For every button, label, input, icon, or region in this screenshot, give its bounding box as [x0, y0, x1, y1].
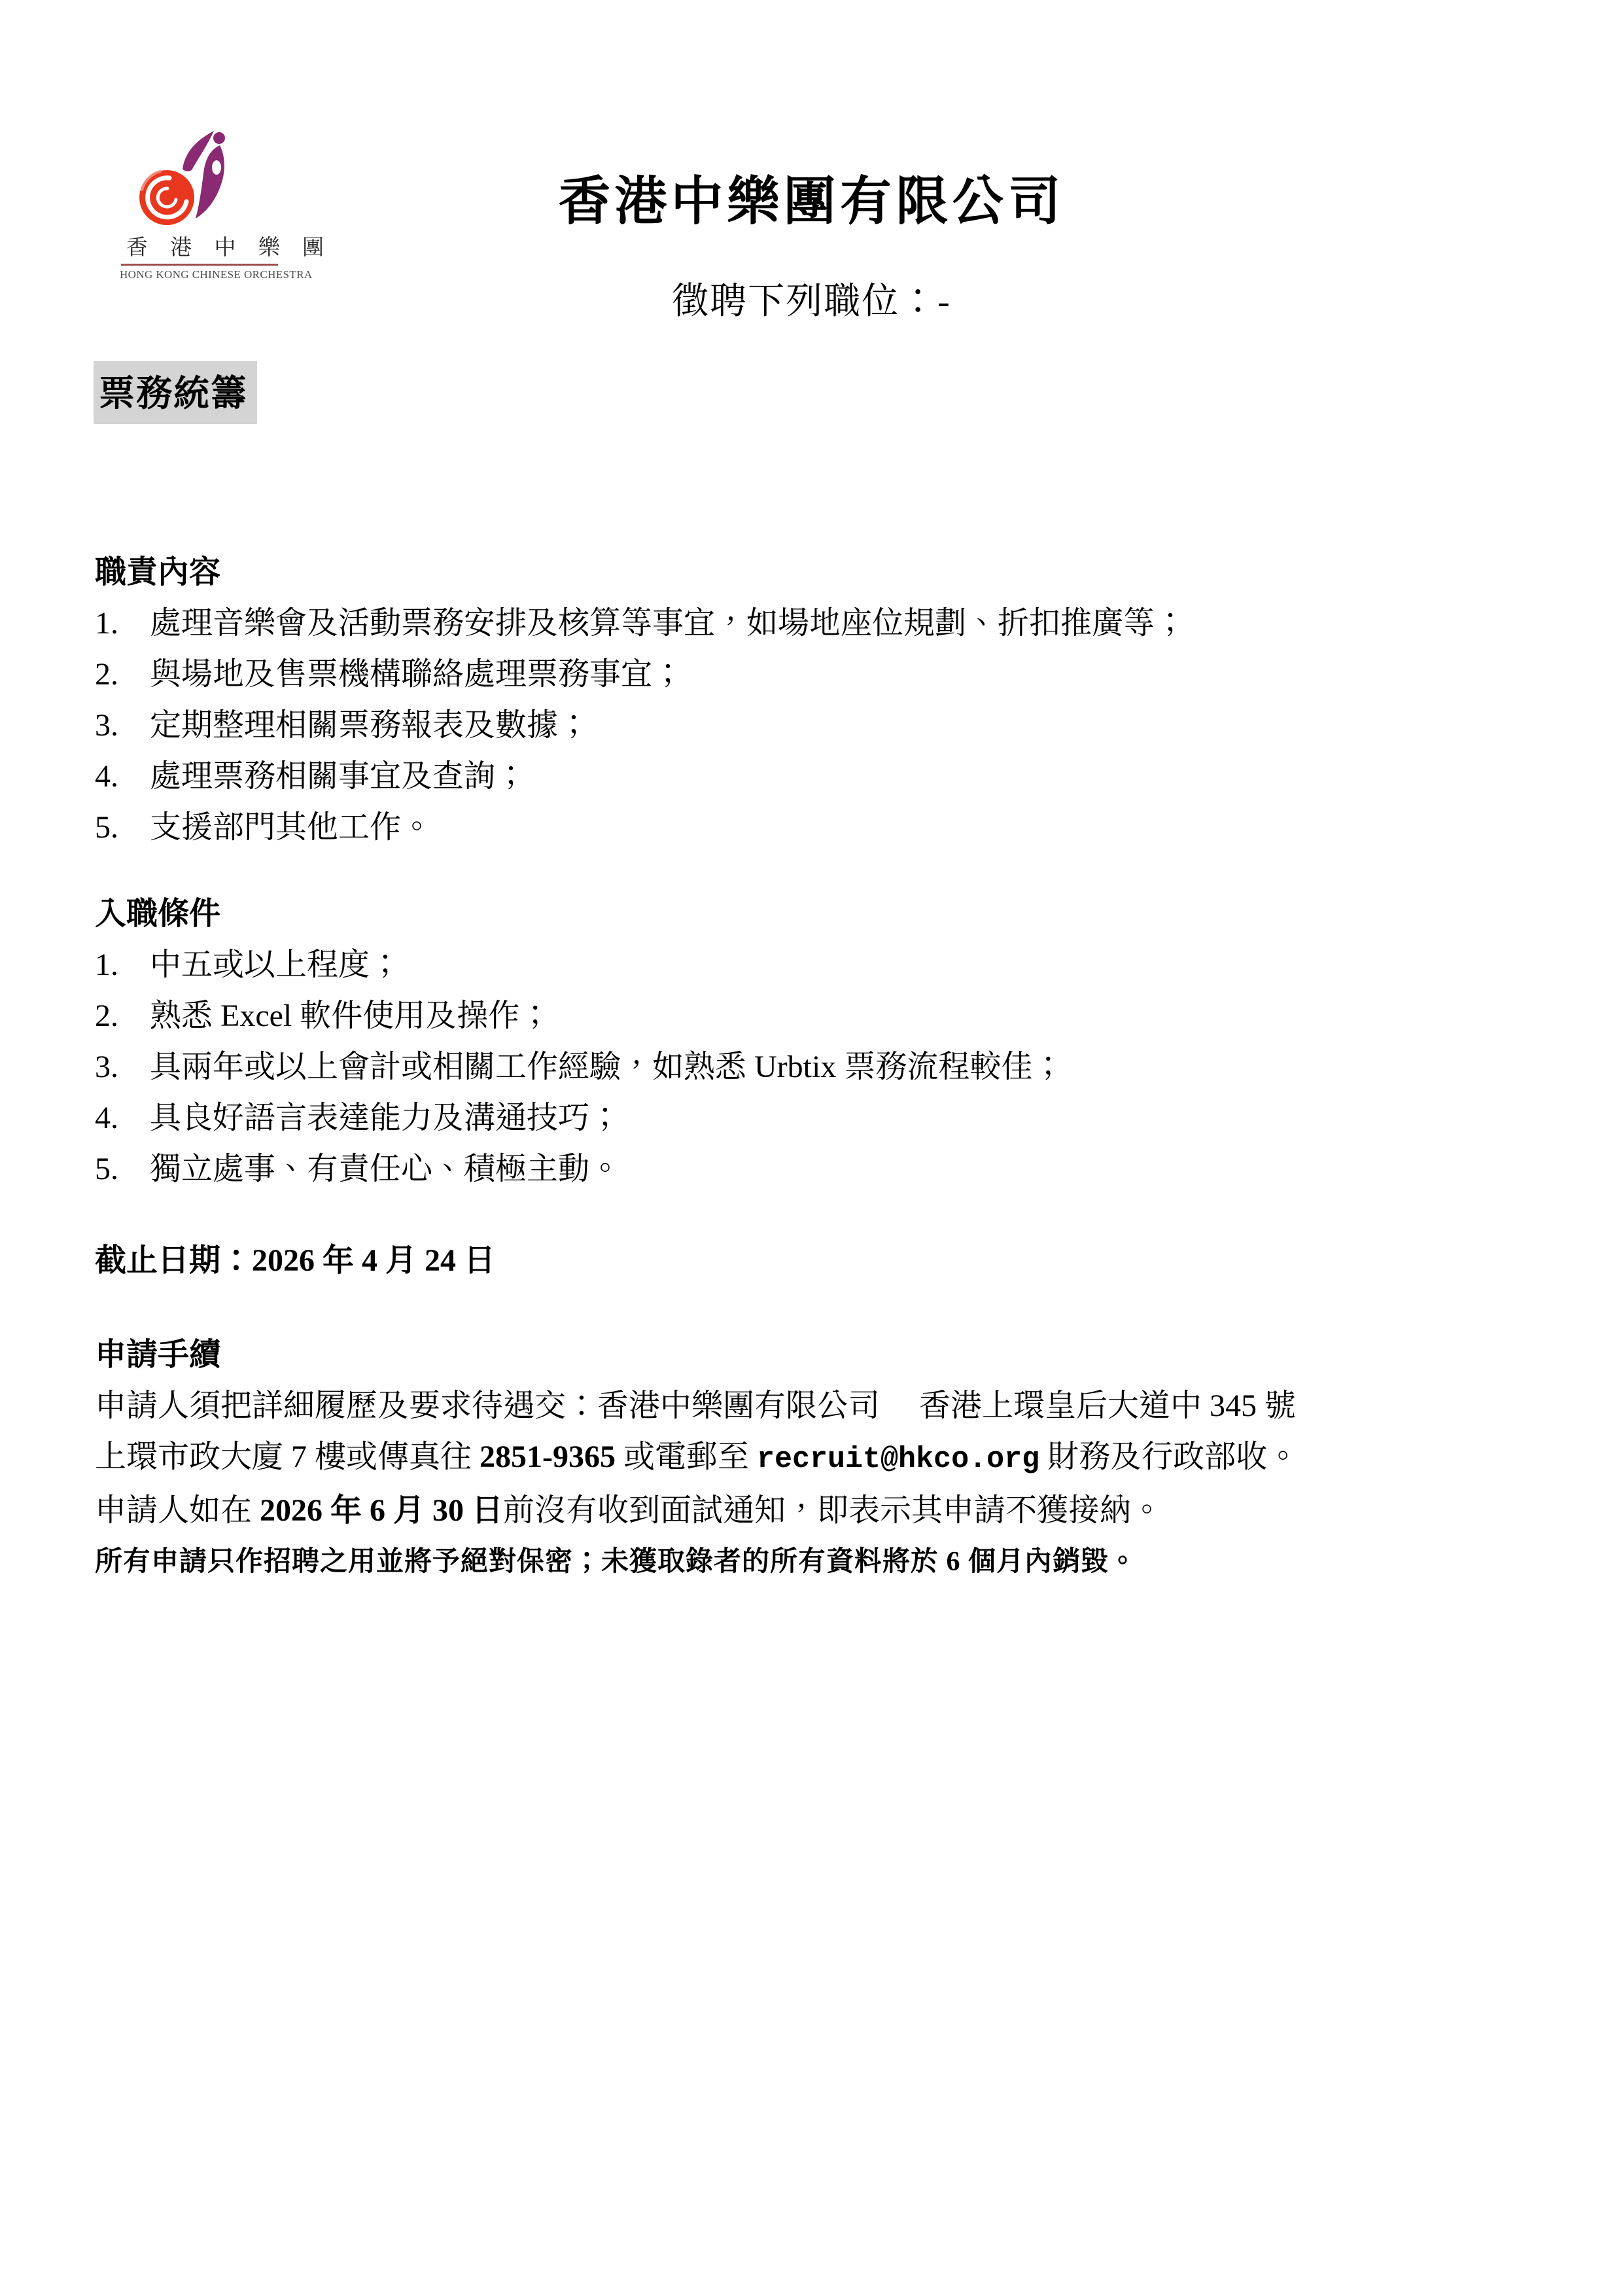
list-item-number: 4.	[95, 1101, 118, 1135]
list-item	[95, 1144, 1538, 1195]
logo-chinese-text: 香 港 中 樂 團	[126, 236, 332, 260]
list-item	[95, 940, 1538, 991]
position-title-highlight: 票務統籌	[94, 361, 257, 424]
list-item-number: 2.	[95, 998, 118, 1033]
requirements-section	[95, 889, 1538, 1195]
list-item	[95, 802, 1538, 853]
list-item-number: 2.	[95, 657, 118, 692]
logo-english-text: HONG KONG CHINESE ORCHESTRA	[120, 268, 313, 281]
list-item-text: 定期整理相關票務報表及數據；	[150, 708, 590, 743]
list-item-text: 熟悉 Excel 軟件使用及操作；	[150, 998, 551, 1033]
privacy-note: 所有申請只作招聘之用並將予絕對保密；未獲取錄者的所有資料將於 6 個月內銷毀。	[95, 1547, 1138, 1577]
list-item	[95, 700, 1538, 751]
list-item	[95, 751, 1538, 802]
logo-divider	[121, 264, 278, 266]
list-item-number: 3.	[95, 1050, 118, 1084]
requirements-list	[95, 940, 1538, 1195]
list-item-number: 4.	[95, 759, 118, 794]
procedure-line: 上環市政大廈 7 樓或傳真往 2851-9365 或電郵至 recruit@hkco.org 財務及行政部收。	[95, 1439, 1299, 1476]
procedure-heading: 申請手續	[95, 1337, 221, 1372]
list-item-text: 具良好語言表達能力及溝通技巧；	[150, 1101, 621, 1135]
procedure-section	[95, 1330, 1538, 1587]
list-item-text: 中五或以上程度；	[150, 947, 402, 982]
list-item	[95, 1042, 1538, 1093]
procedure-line: 申請人如在 2026 年 6 月 30 日前沒有收到面試通知，即表示其申請不獲接納。	[95, 1493, 1163, 1528]
list-item	[95, 1093, 1538, 1144]
procedure-line: 申請人須把詳細履歷及要求待遇交：香港中樂團有限公司 香港上環皇后大道中 345 號	[95, 1388, 1297, 1423]
list-item	[95, 991, 1538, 1042]
recruiting-subtitle: 徵聘下列職位：-	[672, 281, 951, 322]
list-item-text: 與場地及售票機構聯絡處理票務事宜；	[150, 657, 684, 692]
procedure-paragraph	[95, 1381, 1538, 1536]
list-item-number: 1.	[95, 947, 118, 982]
list-item-text: 具兩年或以上會計或相關工作經驗，如熟悉 Urbtix 票務流程較佳；	[150, 1050, 1064, 1084]
list-item-text: 獨立處事、有責任心、積極主動。	[150, 1152, 621, 1186]
list-item	[95, 649, 1538, 700]
deadline-line: 截止日期：2026 年 4 月 24 日	[95, 1243, 496, 1278]
list-item-text: 處理音樂會及活動票務安排及核算等事宜，如場地座位規劃、折扣推廣等；	[150, 606, 1187, 641]
list-item-text: 處理票務相關事宜及查詢；	[150, 759, 527, 794]
duties-list	[95, 598, 1538, 853]
list-item-number: 5.	[95, 810, 118, 845]
requirements-heading: 入職條件	[95, 896, 221, 931]
list-item-text: 支援部門其他工作。	[150, 810, 433, 845]
duties-heading: 職責內容	[95, 555, 221, 590]
list-item-number: 3.	[95, 708, 118, 743]
company-title: 香港中樂團有限公司	[558, 173, 1065, 231]
list-item	[95, 598, 1538, 649]
list-item-number: 1.	[95, 606, 118, 641]
duties-section	[95, 547, 1538, 853]
list-item-number: 5.	[95, 1152, 118, 1186]
